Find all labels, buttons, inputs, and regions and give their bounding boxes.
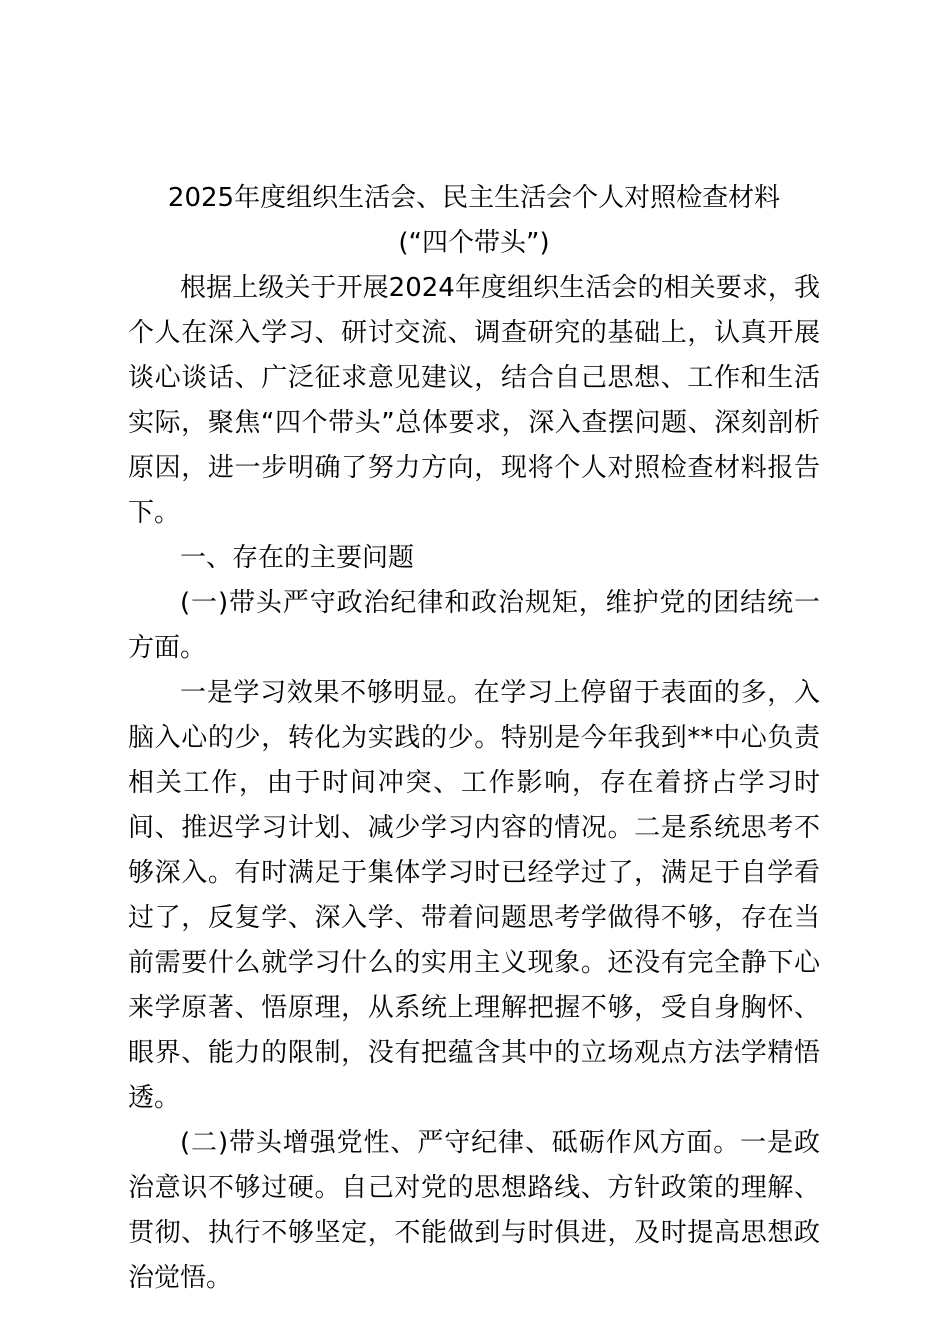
- paragraph-intro: 根据上级关于开展2024年度组织生活会的相关要求，我个人在深入学习、研讨交流、调查研究的基础上，认真开展谈心谈话、广泛征求意见建议，结合自己思想、工作和生活实际，聚焦“四个带头”总体要求，深入查摆问题、深刻剖析原因，进一步明确了努力方向，现将个人对照检查材料报告下。: [128, 273, 820, 528]
- document-subtitle: (“四个带头”): [398, 228, 550, 258]
- section-heading: 一、存在的主要问题: [180, 543, 415, 573]
- document-title: 2025年度组织生活会、民主生活会个人对照检查材料: [167, 183, 781, 213]
- document-body: [128, 176, 820, 1301]
- subsection-heading-1: (一)带头严守政治纪律和政治规矩，维护党的团结统一方面。: [128, 588, 820, 663]
- paragraph-body-2: (二)带头增强党性、严守纪律、砥砺作风方面。一是政治意识不够过硬。自己对党的思想路线、方针政策的理解、贯彻、执行不够坚定，不能做到与时俱进，及时提高思想政治觉悟。: [128, 1128, 820, 1293]
- paragraph-body-1: 一是学习效果不够明显。在学习上停留于表面的多，入脑入心的少，转化为实践的少。特别是今年我到**中心负责相关工作，由于时间冲突、工作影响，存在着挤占学习时间、推迟学习计划、减少学习内容的情况。二是系统思考不够深入。有时满足于集体学习时已经学过了，满足于自学看过了，反复学、深入学、带着问题思考学做得不够，存在当前需要什么就学习什么的实用主义现象。还没有完全静下心来学原著、悟原理，从系统上理解把握不够，受自身胸怀、眼界、能力的限制，没有把蕴含其中的立场观点方法学精悟透。: [128, 678, 820, 1113]
